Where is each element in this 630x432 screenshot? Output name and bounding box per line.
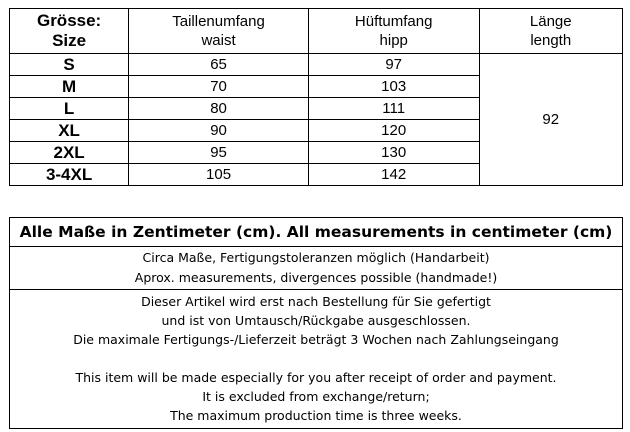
size-cell: S <box>10 54 129 76</box>
hip-cell: 111 <box>308 98 479 120</box>
hip-header-de: Hüftumfang <box>354 13 433 30</box>
size-table <box>9 8 623 186</box>
size-cell: M <box>10 76 129 98</box>
notes-title: Alle Maße in Zentimeter (cm). All measurements in centimeter (cm) <box>10 218 623 247</box>
size-cell: L <box>10 98 129 120</box>
hip-header <box>308 9 479 54</box>
hip-cell: 120 <box>308 120 479 142</box>
length-value-cell: 92 <box>479 54 623 186</box>
length-header-de: Länge <box>529 13 572 30</box>
size-cell: 2XL <box>10 142 129 164</box>
hip-cell: 130 <box>308 142 479 164</box>
waist-cell: 80 <box>129 98 309 120</box>
length-header-en: length <box>530 32 572 49</box>
approx-note-en: Aprox. measurements, divergences possible (handmade!) <box>134 270 498 285</box>
waist-header-en: waist <box>201 32 236 49</box>
hip-cell: 97 <box>308 54 479 76</box>
hip-cell: 103 <box>308 76 479 98</box>
waist-cell: 90 <box>129 120 309 142</box>
order-info-en-line: This item will be made especially for you after receipt of order and payment. <box>75 370 557 385</box>
order-info <box>10 290 623 429</box>
size-header-de: Grösse: <box>36 11 102 30</box>
waist-header <box>129 9 309 54</box>
order-info-de-line: und ist von Umtausch/Rückgabe ausgeschlossen. <box>161 313 471 328</box>
order-info-en-line: The maximum production time is three weeks. <box>170 408 462 423</box>
table-row <box>10 54 623 76</box>
size-header <box>10 9 129 54</box>
approx-note <box>10 247 623 290</box>
waist-cell: 105 <box>129 164 309 186</box>
order-info-de-line: Die maximale Fertigungs-/Lieferzeit beträgt 3 Wochen nach Zahlungseingang <box>73 332 559 347</box>
waist-header-de: Taillenumfang <box>172 13 265 30</box>
size-cell: 3-4XL <box>10 164 129 186</box>
waist-cell: 95 <box>129 142 309 164</box>
waist-cell: 70 <box>129 76 309 98</box>
hip-cell: 142 <box>308 164 479 186</box>
size-table-header-row <box>10 9 623 54</box>
measurement-notes <box>9 217 623 429</box>
size-cell: XL <box>10 120 129 142</box>
order-info-de-line: Dieser Artikel wird erst nach Bestellung für Sie gefertigt <box>141 294 491 309</box>
order-info-en-line: It is excluded from exchange/return; <box>202 389 430 404</box>
size-header-en: Size <box>52 31 87 50</box>
waist-cell: 65 <box>129 54 309 76</box>
length-header <box>479 9 623 54</box>
hip-header-en: hipp <box>379 32 408 49</box>
approx-note-de: Circa Maße, Fertigungstoleranzen möglich (Handarbeit) <box>142 250 490 265</box>
